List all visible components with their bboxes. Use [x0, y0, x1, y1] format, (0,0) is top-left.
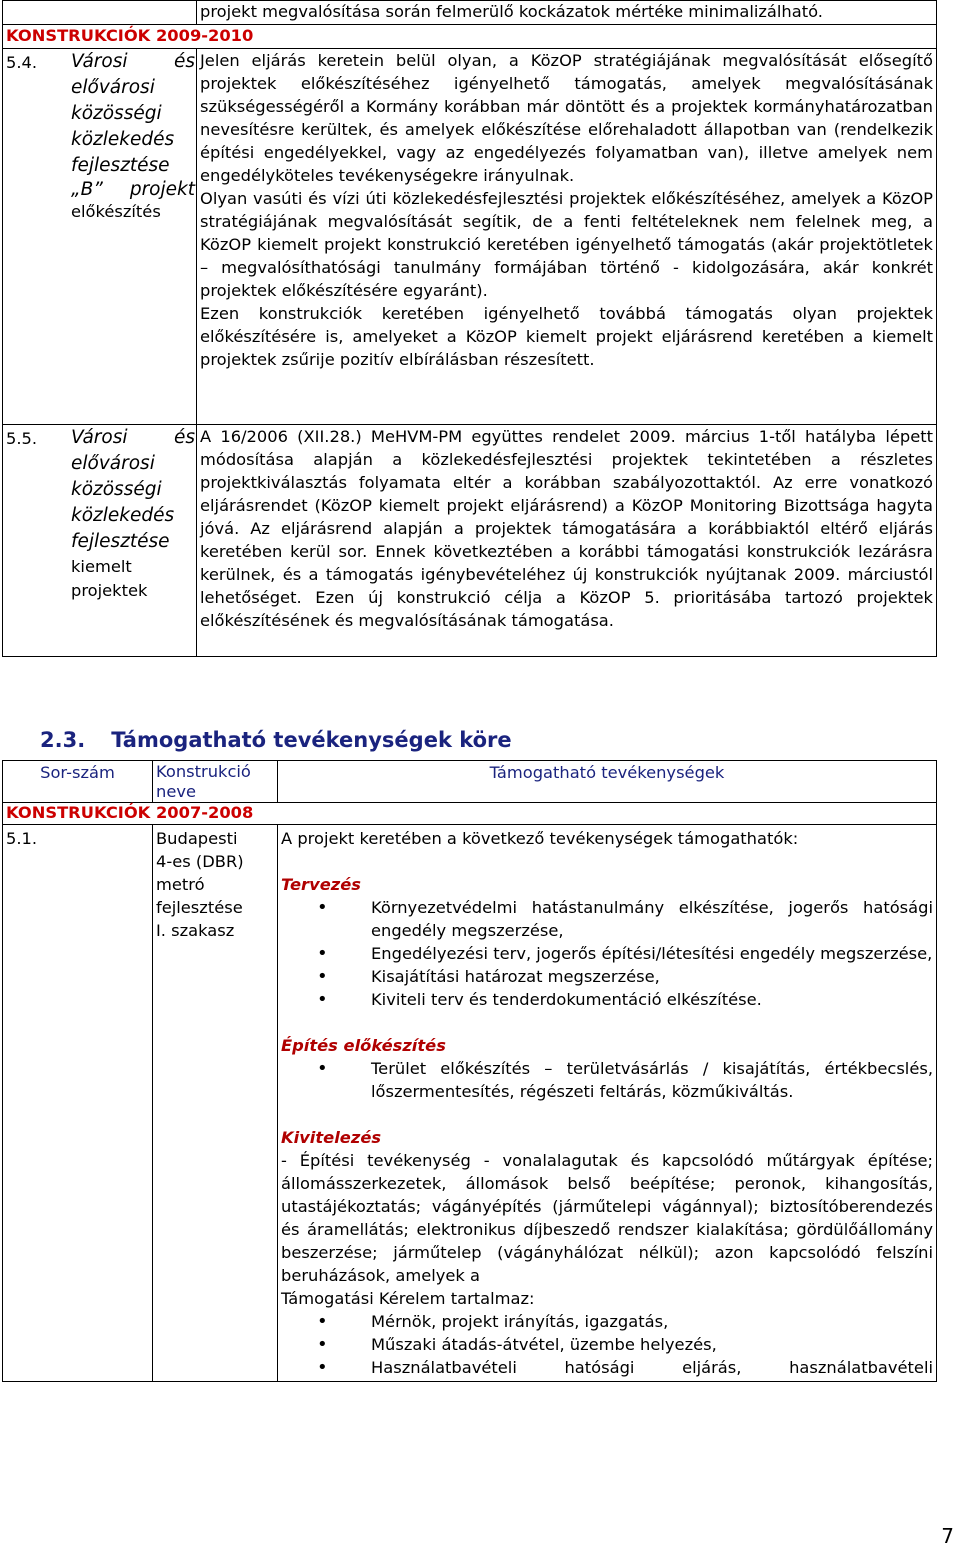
list-item: • Terület előkészítés – területvásárlás / kisajátítás, értékbecslés, lőszermentesítés, régészeti feltárás, közműkiváltás. — [281, 1057, 933, 1103]
list-item: • Használatbavételi hatósági eljárás, használatbavételi — [281, 1356, 933, 1379]
page-number: 7 — [941, 1524, 954, 1548]
section-title-epites: Építés előkészítés — [281, 1036, 446, 1055]
title-line: projektek — [71, 581, 148, 600]
section-header-cell — [3, 803, 937, 825]
title-line: elővárosi — [71, 453, 155, 474]
row-number: 5.4. — [6, 53, 38, 72]
row-number: 5.5. — [6, 429, 38, 448]
row-5-5-content — [197, 425, 937, 657]
row-5-4-content — [197, 49, 937, 425]
kerelem-list — [281, 1310, 933, 1379]
row-title — [71, 49, 195, 223]
title-line: közösségi — [71, 103, 162, 124]
section-header-2009: KONSTRUKCIÓK 2009-2010 — [6, 26, 254, 45]
title-line: kiemelt — [71, 557, 132, 576]
empty-cell — [3, 1, 197, 25]
tervezes-list — [281, 896, 933, 1011]
section-header-2007: KONSTRUKCIÓK 2007-2008 — [6, 803, 254, 822]
list-item: • Engedélyezési terv, jogerős építési/létesítési engedély megszerzése, — [281, 942, 933, 965]
section-title-tervezes: Tervezés — [281, 875, 361, 894]
paragraph: Olyan vasúti és vízi úti közlekedésfejlesztési projektek előkészítéséhez, amelyek a KözOP stratégiájának megvalósítását segítik, de a fenti feltételeknek nem felelnek meg, a KözOP kiemelt projekt konstrukció keretében igényelhető támogatás (akár projektötletek – megvalósíthatósági tanulmány formájában történő - kidolgozására, akár konkrét projektek előkészítésére egyaránt). — [200, 189, 933, 300]
section-title-kivitelezes: Kivitelezés — [281, 1128, 382, 1147]
paragraph: Ezen konstrukciók keretében igényelhető továbbá támogatás olyan projektek előkészítésére is, amelyeket a KözOP kiemelt projekt eljárásrend keretében a kiemelt projektek zsűrije pozitív elbírálásban részesített. — [200, 304, 933, 369]
title-line: előkészítés — [71, 202, 161, 221]
header-konstrukcio-line: Konstrukció — [156, 762, 251, 781]
title-line: elővárosi — [71, 77, 155, 98]
name-line: I. szakasz — [156, 921, 235, 940]
paragraph: Jelen eljárás keretein belül olyan, a KözOP stratégiájának megvalósítását elősegítő projektek előkészítéséhez igényelhető támogatás, amelyek megvalósításának szükségességéről a Kormány korábban már döntött és a projektek kormányhatározatban nevesítésre kerültek, és amelyek előkészítése előrehaladott állapotban van (rendelkezik építési engedélyekkel, vagy az engedélyezés folyamatban van), illetve amelyek nem engedélyköteles tevékenységekre irányulnak. — [200, 51, 933, 185]
kerelem-title: Támogatási Kérelem tartalmaz: — [281, 1289, 535, 1308]
title-line: közlekedés — [71, 505, 175, 526]
row-5-5-label — [3, 425, 197, 657]
row-5-1-name — [153, 825, 278, 1382]
epites-list — [281, 1057, 933, 1103]
name-line: metró — [156, 875, 205, 894]
intro-text: A projekt keretében a következő tevékenységek támogathatók: — [281, 829, 799, 848]
section-heading — [40, 728, 512, 752]
header-konstrukcio — [153, 761, 278, 803]
title-line: „B” projekt — [71, 179, 195, 200]
list-item: • Műszaki átadás-átvétel, üzembe helyezés, — [281, 1333, 933, 1356]
row-title — [71, 425, 195, 603]
title-line: közösségi — [71, 479, 162, 500]
header-tevekenysegek-text: Támogatható tevékenységek — [489, 763, 725, 782]
title-line: közlekedés — [71, 129, 175, 150]
heading-number: 2.3. — [40, 728, 86, 752]
top-text-cell — [197, 1, 937, 25]
row-5-1-number — [3, 825, 153, 1382]
constructions-table-2009 — [2, 0, 937, 657]
title-line: fejlesztése — [71, 531, 170, 552]
section-header-cell — [3, 25, 937, 49]
header-tevekenysegek — [278, 761, 937, 803]
row-5-4-label — [3, 49, 197, 425]
list-item: • Mérnök, projekt irányítás, igazgatás, — [281, 1310, 933, 1333]
paragraph: A 16/2006 (XII.28.) MeHVM-PM együttes rendelet 2009. március 1-től hatályba lépett módosítása alapján a közlekedésfejlesztési projektek tekintetében a részletes projektkiválasztás folyamata eltér a korábban szabályozottaktól. Az erre vonatkozó eljárásrendet (KözOP kiemelt projekt eljárásrend) a KözOP Monitoring Bizottsága hagyta jóvá. Az eljárásrend alapján a projektek támogatására a korábbiaktól eltérő eljárás keretében kerül sor. Ennek következtében a korábbi támogatási konstrukciók lezárásra kerülnek, és a támogatás igénybevételéhez új konstrukciók nyújtanak 2009. márciustól lehetőséget. Ezen új konstrukció célja a KözOP 5. prioritásába tartozó projektek előkészítésének és megvalósításának támogatása. — [200, 427, 933, 630]
title-line: Városi és — [71, 427, 195, 448]
list-item: • Kisajátítási határozat megszerzése, — [281, 965, 933, 988]
header-sorszam-text: Sor-szám — [40, 763, 115, 782]
top-text: projekt megvalósítása során felmerülő kockázatok mértéke minimalizálható. — [200, 2, 823, 21]
list-item: • Környezetvédelmi hatástanulmány elkészítése, jogerős hatósági engedély megszerzése, — [281, 896, 933, 942]
name-line: fejlesztése — [156, 898, 243, 917]
title-line: Városi és — [71, 51, 195, 72]
row-number: 5.1. — [6, 829, 38, 848]
kivitelezes-text: - Építési tevékenység - vonalalagutak és kapcsolódó műtárgyak építése; állomásszerkezetek, állomások belső beépítése; peronok, kihangosítás, utastájékoztatás; vágányépítés (járműtelepi vágánnyal); biztosítóberendezés és áramellátás; elektronikus díjbeszedő rendszer kialakítása; gördülőállomány beszerzése; járműtelep (vágányhálózat nélkül); azon kapcsolódó felszíni beruházások, amelyek a — [281, 1151, 933, 1285]
list-item: • Kiviteli terv és tenderdokumentáció elkészítése. — [281, 988, 933, 1011]
supported-activities-table — [2, 760, 937, 1382]
row-5-1-activities — [278, 825, 937, 1382]
name-line: 4-es (DBR) — [156, 852, 244, 871]
header-konstrukcio-line: neve — [156, 782, 196, 801]
title-line: fejlesztése — [71, 155, 170, 176]
name-line: Budapesti — [156, 829, 238, 848]
header-sorszam — [3, 761, 153, 803]
heading-title: Támogatható tevékenységek köre — [111, 728, 512, 752]
